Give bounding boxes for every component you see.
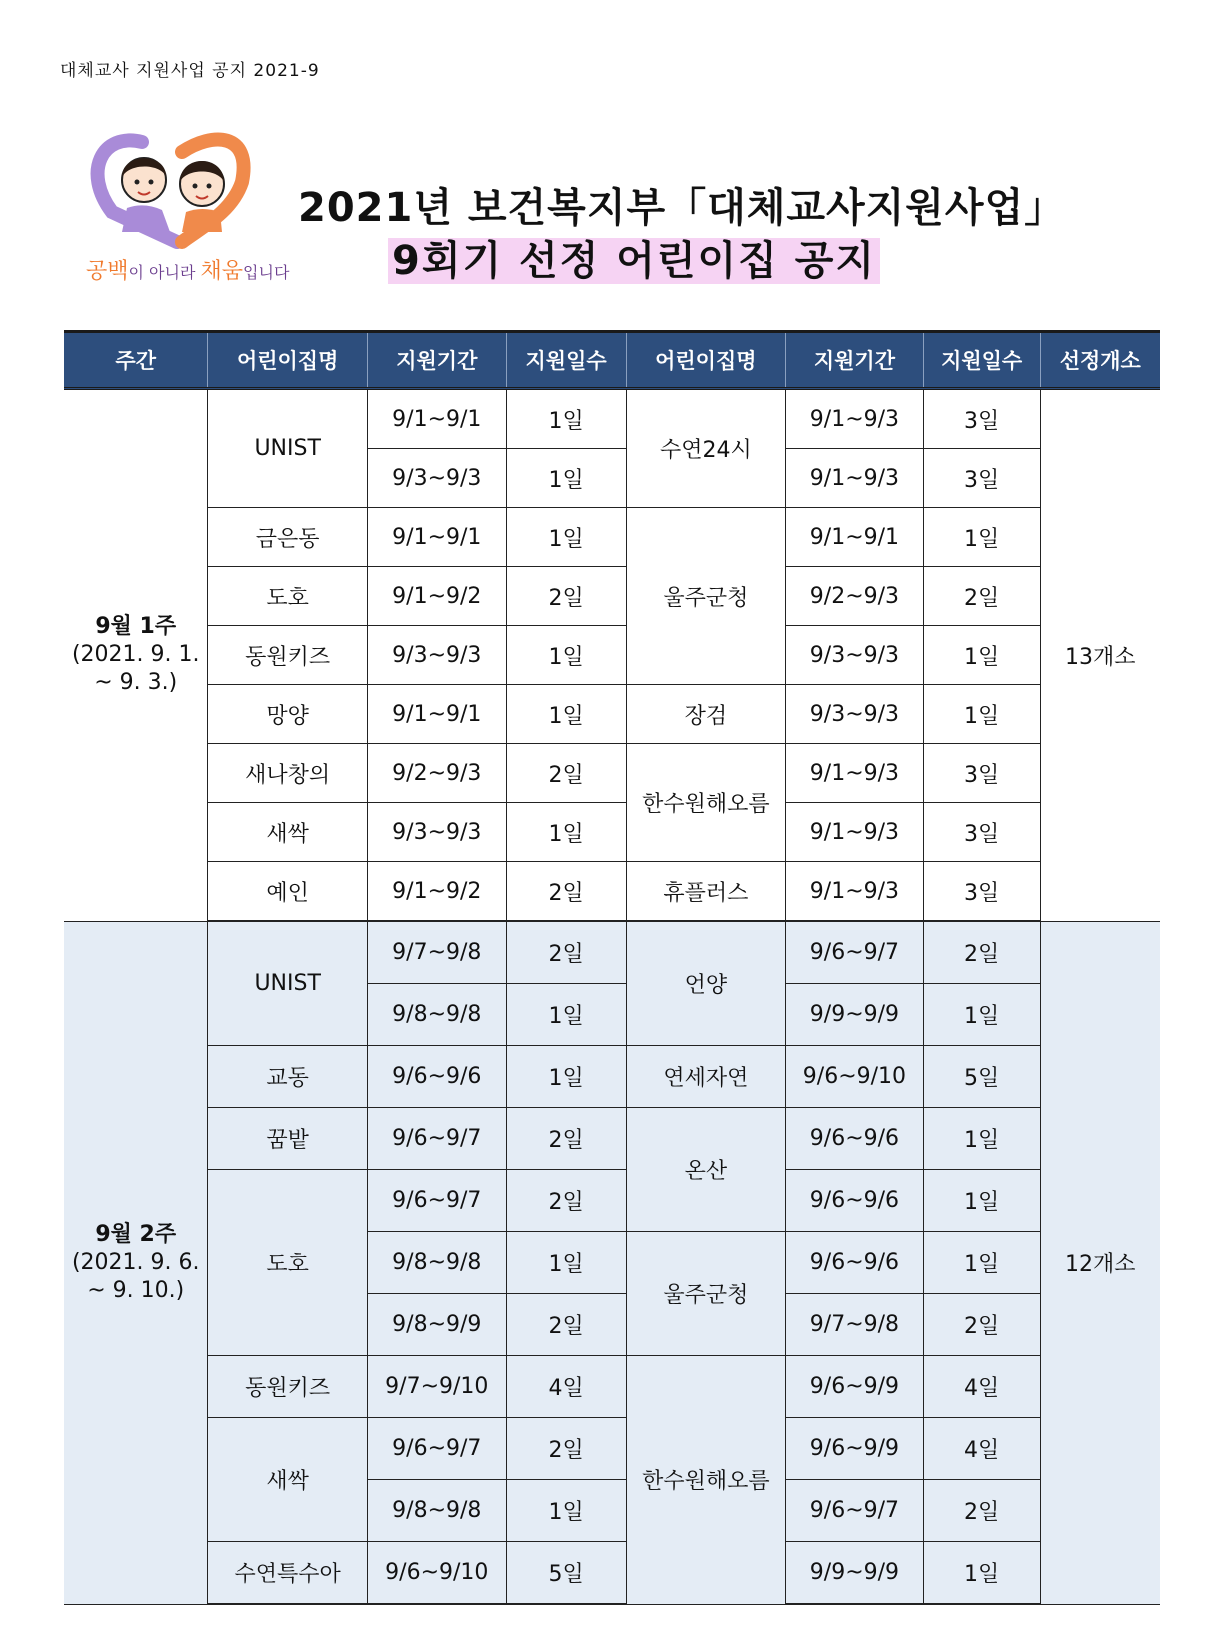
header-daycare-name-2: 어린이집명: [626, 332, 786, 389]
support-days: 1일: [506, 1480, 626, 1542]
daycare-name: UNIST: [208, 389, 368, 508]
support-period: 9/6~9/9: [786, 1418, 924, 1480]
support-days: 1일: [923, 1170, 1040, 1232]
support-period: 9/1~9/2: [367, 862, 506, 922]
selection-table: [64, 330, 1160, 1605]
support-period: 9/6~9/7: [786, 921, 924, 984]
week-label: 9월 2주: [95, 1221, 177, 1247]
header-daycare-name: 어린이집명: [208, 332, 368, 389]
support-period: 9/1~9/2: [367, 567, 506, 626]
support-days: 1일: [506, 984, 626, 1046]
daycare-name: 동원키즈: [208, 1356, 368, 1418]
support-period: 9/6~9/6: [367, 1046, 506, 1108]
support-period: 9/8~9/8: [367, 1480, 506, 1542]
support-period: 9/6~9/9: [786, 1356, 924, 1418]
daycare-name: 교동: [208, 1046, 368, 1108]
support-days: 5일: [923, 1046, 1040, 1108]
support-period: 9/1~9/3: [786, 449, 924, 508]
support-days: 1일: [923, 685, 1040, 744]
header-support-period: 지원기간: [367, 332, 506, 389]
support-days: 2일: [506, 862, 626, 922]
support-period: 9/6~9/6: [786, 1108, 924, 1170]
daycare-name: 새나창의: [208, 744, 368, 803]
support-days: 5일: [506, 1542, 626, 1605]
daycare-name: 도호: [208, 1170, 368, 1356]
table-row: [64, 803, 1160, 862]
support-days: 1일: [923, 1232, 1040, 1294]
week-2-cell: [64, 921, 208, 1604]
support-period: 9/6~9/10: [786, 1046, 924, 1108]
support-period: 9/1~9/3: [786, 744, 924, 803]
support-period: 9/7~9/8: [786, 1294, 924, 1356]
two-teachers-heart-icon: [82, 132, 282, 252]
support-days: 1일: [923, 1542, 1040, 1605]
support-days: 3일: [923, 389, 1040, 449]
support-days: 2일: [506, 744, 626, 803]
support-days: 2일: [923, 1480, 1040, 1542]
daycare-name: 울주군청: [626, 1232, 786, 1356]
daycare-name: 예인: [208, 862, 368, 922]
table-row: [64, 1108, 1160, 1170]
table-row: [64, 1356, 1160, 1418]
table-row: [64, 1170, 1160, 1232]
support-period: 9/2~9/3: [367, 744, 506, 803]
support-days: 1일: [506, 626, 626, 685]
support-period: 9/6~9/7: [786, 1480, 924, 1542]
support-days: 1일: [923, 626, 1040, 685]
header-support-days: 지원일수: [506, 332, 626, 389]
header-week: 주간: [64, 332, 208, 389]
support-period: 9/1~9/3: [786, 389, 924, 449]
page-title: 2021년 보건복지부「대체교사지원사업」: [298, 185, 1066, 231]
daycare-name: 울주군청: [626, 508, 786, 685]
table-row: [64, 626, 1160, 685]
support-period: 9/9~9/9: [786, 1542, 924, 1605]
daycare-name: 금은동: [208, 508, 368, 567]
daycare-name: 온산: [626, 1108, 786, 1232]
support-days: 2일: [506, 1108, 626, 1170]
support-days: 1일: [923, 508, 1040, 567]
daycare-name: 꿈밭: [208, 1108, 368, 1170]
support-days: 3일: [923, 803, 1040, 862]
support-days: 2일: [506, 921, 626, 984]
support-days: 1일: [923, 984, 1040, 1046]
support-days: 1일: [506, 449, 626, 508]
week-range: (2021. 9. 6.: [71, 1249, 200, 1275]
week-label: 9월 1주: [95, 614, 177, 640]
support-days: 2일: [506, 1170, 626, 1232]
table-row: [64, 1418, 1160, 1480]
support-days: 2일: [506, 1418, 626, 1480]
support-days: 4일: [923, 1356, 1040, 1418]
support-days: 4일: [923, 1418, 1040, 1480]
support-days: 2일: [506, 567, 626, 626]
daycare-name: 망양: [208, 685, 368, 744]
daycare-name: 동원키즈: [208, 626, 368, 685]
daycare-name: 장검: [626, 685, 786, 744]
support-days: 2일: [923, 567, 1040, 626]
table-row: [64, 1542, 1160, 1605]
table-row: [64, 508, 1160, 567]
daycare-name: 휴플러스: [626, 862, 786, 922]
support-period: 9/1~9/3: [786, 803, 924, 862]
header-support-days-2: 지원일수: [923, 332, 1040, 389]
support-days: 3일: [923, 862, 1040, 922]
table-row: [64, 567, 1160, 626]
week-range: ~ 9. 10.): [87, 1277, 185, 1303]
support-days: 4일: [506, 1356, 626, 1418]
support-period: 9/8~9/8: [367, 1232, 506, 1294]
support-period: 9/8~9/9: [367, 1294, 506, 1356]
logo-slogan: 공백이 아니라 채움입니다: [86, 259, 290, 284]
support-period: 9/2~9/3: [786, 567, 924, 626]
week-range: ~ 9. 3.): [94, 670, 178, 696]
support-period: 9/6~9/6: [786, 1170, 924, 1232]
table-row: [64, 862, 1160, 922]
support-period: 9/6~9/7: [367, 1170, 506, 1232]
support-period: 9/3~9/3: [367, 449, 506, 508]
daycare-name: 수연특수아: [208, 1542, 368, 1605]
support-period: 9/3~9/3: [786, 685, 924, 744]
daycare-name: 새싹: [208, 1418, 368, 1542]
support-period: 9/9~9/9: [786, 984, 924, 1046]
table-row: [64, 1046, 1160, 1108]
support-days: 1일: [506, 508, 626, 567]
support-period: 9/7~9/8: [367, 921, 506, 984]
support-period: 9/6~9/7: [367, 1108, 506, 1170]
daycare-name: 한수원해오름: [626, 1356, 786, 1605]
daycare-name: 한수원해오름: [626, 744, 786, 862]
support-days: 1일: [506, 389, 626, 449]
week-1-cell: [64, 389, 208, 922]
support-period: 9/1~9/1: [367, 389, 506, 449]
support-days: 1일: [506, 1232, 626, 1294]
support-days: 1일: [506, 685, 626, 744]
daycare-name: 언양: [626, 921, 786, 1046]
support-period: 9/3~9/3: [786, 626, 924, 685]
support-period: 9/6~9/6: [786, 1232, 924, 1294]
table-row: [64, 921, 1160, 984]
support-days: 2일: [923, 1294, 1040, 1356]
header-selected-count: 선정개소: [1040, 332, 1160, 389]
selected-count: 12개소: [1040, 921, 1160, 1604]
support-period: 9/3~9/3: [367, 803, 506, 862]
support-period: 9/1~9/1: [786, 508, 924, 567]
support-days: 3일: [923, 449, 1040, 508]
week-range: (2021. 9. 1.: [71, 642, 200, 668]
support-days: 3일: [923, 744, 1040, 803]
table-row: [64, 744, 1160, 803]
support-period: 9/7~9/10: [367, 1356, 506, 1418]
header-support-period-2: 지원기간: [786, 332, 924, 389]
support-period: 9/1~9/1: [367, 508, 506, 567]
program-logo: [82, 132, 290, 284]
daycare-name: UNIST: [208, 921, 368, 1046]
support-days: 1일: [923, 1108, 1040, 1170]
table-row: [64, 685, 1160, 744]
support-period: 9/1~9/1: [367, 685, 506, 744]
daycare-name: 새싹: [208, 803, 368, 862]
support-days: 2일: [506, 1294, 626, 1356]
page-subtitle: 9회기 선정 어린이집 공지: [388, 238, 880, 284]
daycare-name: 도호: [208, 567, 368, 626]
support-days: 1일: [506, 1046, 626, 1108]
document-code: 대체교사 지원사업 공지 2021-9: [60, 61, 320, 81]
table-header-row: [64, 332, 1160, 389]
support-days: 2일: [923, 921, 1040, 984]
support-period: 9/8~9/8: [367, 984, 506, 1046]
daycare-name: 수연24시: [626, 389, 786, 508]
support-days: 1일: [506, 803, 626, 862]
selected-count: 13개소: [1040, 389, 1160, 922]
support-period: 9/1~9/3: [786, 862, 924, 922]
table-row: [64, 389, 1160, 449]
support-period: 9/6~9/7: [367, 1418, 506, 1480]
support-period: 9/3~9/3: [367, 626, 506, 685]
support-period: 9/6~9/10: [367, 1542, 506, 1605]
daycare-name: 연세자연: [626, 1046, 786, 1108]
